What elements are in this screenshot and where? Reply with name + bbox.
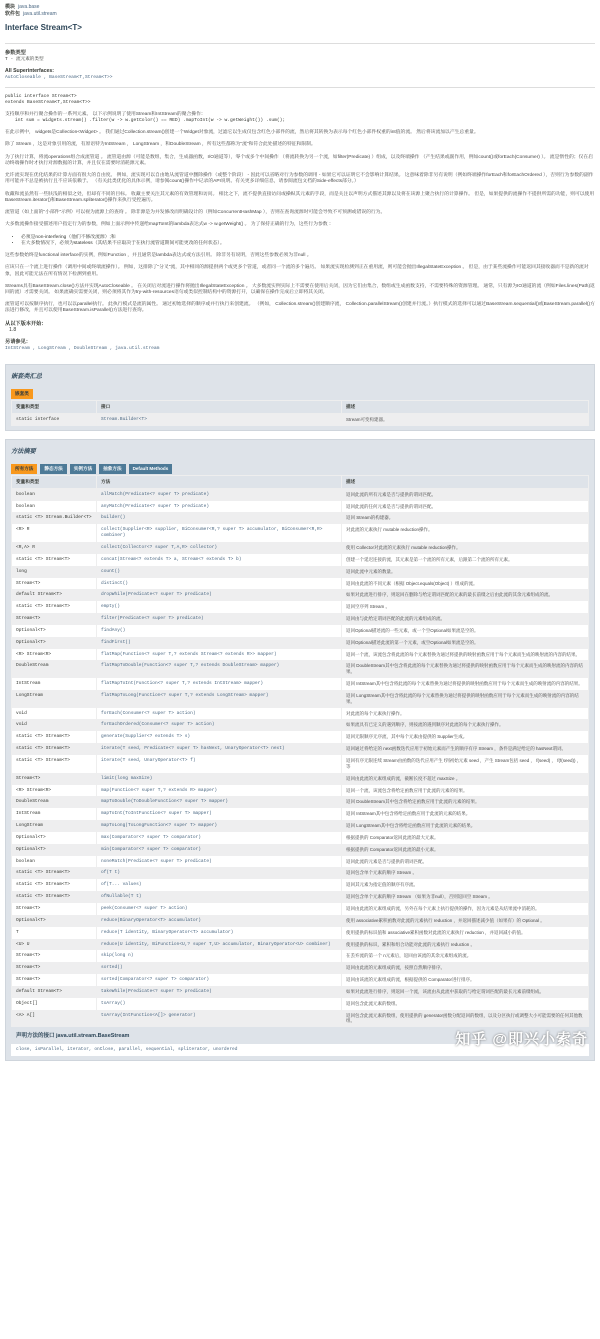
cell-type: <R> Stream<R> (12, 649, 97, 661)
table-row (12, 613, 589, 625)
cell-method-link[interactable]: anyMatch(Predicate<? super T> predicate) (97, 501, 342, 513)
table-row (12, 637, 589, 649)
cell-type: DoubleStream (12, 796, 97, 808)
column-header: 描述 (342, 475, 589, 488)
cell-type: <R> R (12, 524, 97, 542)
table-row (12, 601, 589, 613)
description-p11: Streams具有BaseStream.close()方法并实现AutoCloseable 。 在关闭后对流进行操作将抛出IllegalStateException 。 大多数流实例实际上不需要在使用后关闭，因为它们由集合，数组或生成函数支持，不需要特殊的资源管理。 通常，只有源为IO通道的流（例如Files.lines(Path)返回的流）才需要关闭。 如果流确实需要关闭，则必须将其作为try-with-resources语句或类似控制结构中的资源打开，以确保在操作完成后立即将其关闭。 (5, 283, 595, 295)
cell-method-link[interactable]: forEach(Consumer<? super T> action) (97, 708, 342, 720)
method-summary (5, 439, 595, 1061)
divider (5, 43, 595, 44)
table-row (12, 796, 589, 808)
declaration-line-2: extends BaseStream<T,Stream<T>> (5, 99, 91, 105)
cell-method-link[interactable]: mapToInt(ToIntFunction<? super T> mapper) (97, 808, 342, 820)
description-p1: 支持顺序和并行聚合操作的一系列元素。 以下示例说明了使用Stream和IntStream的聚合操作： int sum = widgets.stream() .filter(w -> w.getColor() == RED) .mapToInt(w -> w.getWeight()) .sum(); (5, 111, 286, 123)
cell-description: 如果流具有已定义的遇到顺序，则按流的遇到顺序对此流的每个元素执行操作。 (342, 719, 589, 731)
cell-type: Optional<T> (12, 832, 97, 844)
cell-description: 返回包含此流元素的数组。 (342, 998, 589, 1010)
cell-method-link[interactable]: sorted() (97, 962, 342, 974)
cell-description: 返回包含此流元素的数组，使用提供的 generator函数分配返回的数组，以及分区执行或调整大小可能需要的任何其他数组。 (342, 1010, 589, 1028)
cell-description: 返回通过将给定的 next函数迭代应用于初始元素而产生的顺序有序 Stream ，条件是满足给定的 hasNext谓词。 (342, 743, 589, 755)
cell-description: Stream可变构建器。 (342, 413, 589, 425)
cell-description: 返回此流的所有元素是否与提供的谓词匹配。 (342, 488, 589, 500)
cell-description: 返回包含单个元素的顺序 Stream （如果为非null），否则返回空 Stream 。 (342, 891, 589, 903)
cell-description: 使用提供的标识，累积和组合功能对此流的元素执行 reduction 。 (342, 939, 589, 951)
cell-type: Stream<T> (12, 962, 97, 974)
table-row (12, 832, 589, 844)
cell-type: Stream<T> (12, 974, 97, 986)
inherited-methods-title: 声明方法的接口 java.util.stream.BaseStream (11, 1029, 589, 1044)
cell-method-link[interactable]: noneMatch(Predicate<? super T> predicate) (97, 856, 342, 868)
cell-description: 如果对此流进行排序，则返回一个流，该流由从此流中获取的与给定谓词匹配的最长元素前缀组成。 (342, 986, 589, 998)
module-line: 模块 java.base (5, 4, 40, 10)
cell-method-link[interactable]: of(T t) (97, 867, 342, 879)
superinterfaces-header: All Superinterfaces: (5, 68, 55, 75)
table-row (12, 625, 589, 637)
table-row (12, 708, 589, 720)
nested-class-table (11, 400, 589, 426)
cell-method-link[interactable]: takeWhile(Predicate<? super T> predicate) (97, 986, 342, 998)
cell-type: Stream<T> (12, 950, 97, 962)
table-row (12, 690, 589, 708)
cell-description: 返回有序无限连续 Stream由函数的迭代应用产生 f到初始元素 seed ，产生 Stream包括 seed ， f(seed) ， f(f(seed)) ，等 (342, 755, 589, 773)
cell-method-link[interactable]: findAny() (97, 625, 342, 637)
table-row (12, 856, 589, 868)
table-row (12, 524, 589, 542)
method-rows (12, 488, 589, 1027)
description-p2: 在此示例中， widgets是Collection<Widget> 。 我们通过Collection.stream()创建一个Widget对象流，过滤它以生成仅包含红色小部件的流，然后将其转换为表示每个红色小部件权重的int值的流。 然后将该流加以产生总重量。 (5, 130, 479, 136)
cell-method-link[interactable]: map(Function<? super T,? extends R> mapper) (97, 785, 342, 797)
column-header: 变量和类型 (12, 400, 97, 413)
cell-description: 使用 Collector对此流的元素执行 mutable reduction操作。 (342, 542, 589, 554)
cell-method-link[interactable]: peek(Consumer<? super T> action) (97, 903, 342, 915)
description-p8: 大多数流操作接受描述用户指定行为的参数，例如上面示例中传递给mapToInt的lambda表达式w -> w.getWeight() 。 为了保持正确的行为，这些行为参数 ： (5, 222, 334, 228)
cell-description: 返回 IntStream其中包含将给定函数应用于此流的元素的结果。 (342, 808, 589, 820)
cell-description: 根据提供的 Comparator返回此流的最小元素。 (342, 844, 589, 856)
cell-method-link[interactable]: generate(Supplier<? extends T> s) (97, 731, 342, 743)
cell-type: <R> Stream<R> (12, 785, 97, 797)
cell-type: Object[] (12, 998, 97, 1010)
cell-type: Optional<T> (12, 844, 97, 856)
cell-method-link[interactable]: dropWhile(Predicate<? super T> predicate) (97, 589, 342, 601)
cell-method-link[interactable]: collect(Collector<? super T,A,R> collector) (97, 542, 342, 554)
type-params-text: T - 流元素的类型 (5, 57, 44, 63)
cell-description: 返回由该流的元素组成的流，根据提供的 Comparator进行排序。 (342, 974, 589, 986)
cell-type: Optional<T> (12, 637, 97, 649)
cell-description: 使用 associative累积函数对此流的元素执行 reduction ，并返回描述减少值（如果有）的 Optional 。 (342, 915, 589, 927)
table-row (12, 808, 589, 820)
cell-method-link[interactable]: flatMapToLong(Function<? super T,? extends LongStream> mapper) (97, 690, 342, 708)
divider (5, 87, 595, 88)
table-row (12, 542, 589, 554)
description-p7: 流管道（如上面的"小部件"示例）可以视为流源上的查询 。 除非源是为并发修改而明确设计的（例如ConcurrentHashMap ），否则在查询流源时可能会导致不可预测或错误的行为。 (5, 210, 386, 216)
table-row (12, 785, 589, 797)
nested-class-summary (5, 364, 595, 431)
cell-description: 返回 DoubleStream其中包含将此流的每个元素替换为通过将提供的映射函数应用于每个元素而生成的映射流的内容的结果。 (342, 660, 589, 678)
cell-type: static interface (12, 413, 97, 425)
table-row (12, 820, 589, 832)
tab-static-methods[interactable]: 静态方法 (40, 464, 66, 474)
description-p5: 允许流实现在优化结果的计算方面有很大的自由度。 例如，流实现可以自由地从流管道中删除操作（或整个阶段） - 因此可以省略对行为参数的调用 - 如果它可以证明它不会影响计算结果。 这意味着除非另有说明（例如终端操作forEach和forEachOrdered ），否则行为参数的副作用可能并不总是被执行且不应该依赖于。 （有关此类优化的具体示例，请参阅count()操作中记录的API说明。有关更多详细信息，请参阅流包文档的Side-effects部分。） (5, 173, 594, 185)
cell-method-link[interactable]: skip(long n) (97, 950, 342, 962)
table-row (12, 755, 589, 773)
cell-type: Optional<T> (12, 625, 97, 637)
see-also-header: 另请参见： (5, 339, 31, 346)
cell-type: long (12, 566, 97, 578)
cell-description: 返回由此流的元素组成的流，按照自然顺序排序。 (342, 962, 589, 974)
cell-type: <A> A[] (12, 1010, 97, 1028)
table-row (12, 743, 589, 755)
cell-method-link[interactable]: iterate(T seed, Predicate<? super T> hasNext, UnaryOperator<T> next) (97, 743, 342, 755)
method-summary-title: 方法摘要 (11, 447, 36, 455)
cell-description: 如果对此流进行排序，则返回在删除与给定谓词匹配的元素的最长前缀之后由此流的其余元素组成的流。 (342, 589, 589, 601)
cell-method-link[interactable]: collect(Supplier<R> supplier, BiConsumer<R,? super T> accumulator, BiConsumer<R,R> combiner) (97, 524, 342, 542)
table-row (12, 501, 589, 513)
list-item: • 必须是non-interfering（他们不修改流源）;和 (21, 235, 595, 241)
tab-abstract-methods[interactable]: 抽象方法 (99, 464, 125, 474)
description-p9: 这些参数始终是functional interface的实例，例如Function ，并且通常是lambda表达式或方法引用。 除非另有说明，否则这些参数必须为非null 。 (5, 253, 312, 259)
cell-method-link[interactable]: flatMap(Function<? super T,? extends Stream<? extends R>> mapper) (97, 649, 342, 661)
cell-method-link[interactable]: min(Comparator<? super T> comparator) (97, 844, 342, 856)
description-p12: 流管道可以按顺序执行，也可以以parallel执行。 此执行模式是流的属性。 通过初始选择的顺序或并行执行来创建流。 （例如， Collection.stream()创建顺序流， Collection.parallelStream()创建并行流。）执行模式的选择可以通过BaseStream.sequential()或BaseStream.parallel()方法进行修改，并且可以使用BaseStream.isParallel()方法进行查询。 (5, 302, 595, 314)
cell-type: Stream<T> (12, 613, 97, 625)
behavior-params-list (21, 235, 595, 247)
cell-description: 在丢弃流的第一个 n元素后，返回由该流的其余元素组成的流。 (342, 950, 589, 962)
cell-type: LongStream (12, 820, 97, 832)
cell-method-link[interactable]: max(Comparator<? super T> comparator) (97, 832, 342, 844)
cell-description: 返回由此流的不同元素（根据 Object.equals(Object) ）组成的流。 (342, 578, 589, 590)
cell-method-link[interactable]: empty() (97, 601, 342, 613)
cell-method-link[interactable]: flatMapToDouble(Function<? super T,? extends DoubleStream> mapper) (97, 660, 342, 678)
cell-type: IntStream (12, 808, 97, 820)
cell-type: Stream<T> (12, 578, 97, 590)
tab-all-methods[interactable]: 所有方法 (11, 464, 37, 474)
tab-default-methods[interactable]: Default Methods (129, 464, 173, 474)
cell-method-link[interactable]: allMatch(Predicate<? super T> predicate) (97, 488, 342, 500)
cell-description: 返回 LongStream其中包含将此流的每个元素替换为通过将提供的映射函数应用于每个元素而生成的映射流的内容的结果。 (342, 690, 589, 708)
table-row (12, 927, 589, 939)
cell-type: <U> U (12, 939, 97, 951)
cell-description: 使用提供的标识值和 associative累积函数对此流的元素执行 reduction ，并返回减小的值。 (342, 927, 589, 939)
table-row (12, 649, 589, 661)
page-title: Interface Stream<T> (5, 23, 82, 32)
cell-method-link[interactable]: reduce(T identity, BinaryOperator<T> accumulator) (97, 927, 342, 939)
cell-type: Stream<T> (12, 773, 97, 785)
description-p4: 为了执行计算，将流operations组合成流管道 。 流管道由源（可能是数组，集合，生成器函数，I/O通道等），零个或多个中间操作 （将流转换为另一个流，如filter(Predicate) ）组成，以及终端操作 （产生结果或副作用，例如count()或forEach(Consumer) ）。 流是惰性的；仅在启动终端操作时才执行对源数据的计算，并且仅在需要时消耗源元素。 (5, 154, 593, 166)
cell-type: void (12, 719, 97, 731)
list-item: • 在大多数情况下，必须为stateless（其结果不应取决于在执行流管道期间可能更改的任何状态）。 (21, 241, 595, 247)
cell-description: 对此流的每个元素执行操作。 (342, 708, 589, 720)
header-meta (5, 4, 595, 17)
cell-description: 返回一个流，该流包含将此流的每个元素替换为通过将提供的映射函数应用于每个元素而生成的映射流的内容的结果。 (342, 649, 589, 661)
nested-summary-title: 嵌套类汇总 (11, 372, 42, 380)
type-params-header: 参数类型 (5, 50, 26, 57)
cell-description: 返回空序列 Stream 。 (342, 601, 589, 613)
table-row (12, 844, 589, 856)
cell-method-link[interactable]: toArray(IntFunction<A[]> generator) (97, 1010, 342, 1028)
table-row (12, 867, 589, 879)
superinterfaces-links[interactable]: AutoCloseable , BaseStream<T,Stream<T>> (5, 74, 113, 80)
cell-description: 根据提供的 Comparator返回此流的最大元素。 (342, 832, 589, 844)
table-row (12, 1010, 589, 1028)
description-p3: 除了 Stream ，这是对象引用的流，有原语特为IntStream ， LongStream ，和DoubleStream ，所有这些都称为"流"和符合此处描述的特征和限制。 (5, 142, 316, 148)
table-row (12, 413, 589, 425)
table-row (12, 719, 589, 731)
cell-type: Optional<T> (12, 915, 97, 927)
tab-instance-methods[interactable]: 实例方法 (70, 464, 96, 474)
cell-method-link[interactable]: concat(Stream<? extends T> a, Stream<? extends T> b) (97, 554, 342, 566)
cell-method-link[interactable]: count() (97, 566, 342, 578)
table-row (12, 512, 589, 524)
table-row (12, 589, 589, 601)
table-row (12, 660, 589, 678)
watermark: 知乎 @即兴小索奇 (455, 1030, 588, 1048)
column-header: 变量和类型 (12, 475, 97, 488)
cell-type: default Stream<T> (12, 589, 97, 601)
cell-description: 返回Optional描述此流的第一个元素，或空Optional如果流是空的。 (342, 637, 589, 649)
table-row (12, 974, 589, 986)
package-link[interactable]: java.util.stream (23, 10, 57, 17)
table-row (12, 950, 589, 962)
cell-description: 对此流的元素执行 mutable reduction操作。 (342, 524, 589, 542)
cell-method-link[interactable]: iterate(T seed, UnaryOperator<T> f) (97, 755, 342, 773)
cell-type: static <T> Stream<T> (12, 731, 97, 743)
cell-method-link[interactable]: flatMapToInt(Function<? super T,? extends IntStream> mapper) (97, 678, 342, 690)
cell-description: 返回 DoubleStream其中包含将给定函数应用于此流的元素的结果。 (342, 796, 589, 808)
cell-method-link[interactable]: forEachOrdered(Consumer<? super T> action) (97, 719, 342, 731)
see-also-links[interactable]: IntStream , LongStream , DoubleStream , java.util.stream (5, 345, 160, 351)
cell-type: static <T> Stream<T> (12, 879, 97, 891)
cell-method-link[interactable]: sorted(Comparator<? super T> comparator) (97, 974, 342, 986)
table-row (12, 773, 589, 785)
table-row (12, 915, 589, 927)
table-row (12, 678, 589, 690)
cell-type: Stream<T> (12, 903, 97, 915)
cell-description: 返回 IntStream其中包含将此流的每个元素替换为通过将提供的映射函数应用于每个元素而生成的映射流的内容的结果。 (342, 678, 589, 690)
cell-method-link[interactable]: limit(long maxSize) (97, 773, 342, 785)
cell-description: 返回 LongStream其中包含将给定函数应用于此流的元素的结果。 (342, 820, 589, 832)
cell-method-link[interactable]: reduce(BinaryOperator<T> accumulator) (97, 915, 342, 927)
cell-description: 创建一个延迟连接的流，其元素是第一个流的所有元素，后跟第二个流的所有元素。 (342, 554, 589, 566)
column-header: 描述 (342, 400, 589, 413)
module-link[interactable]: java.base (18, 4, 40, 10)
cell-method-link[interactable]: of(T... values) (97, 879, 342, 891)
code-sample: int sum = widgets.stream() .filter(w -> w.getColor() == RED) .mapToInt(w -> w.getWeight()) .sum(); (15, 118, 286, 123)
cell-type: static <T> Stream.Builder<T> (12, 512, 97, 524)
table-row (12, 554, 589, 566)
table-row (12, 939, 589, 951)
table-row (12, 488, 589, 500)
cell-type: T (12, 927, 97, 939)
tab-nested-classes[interactable]: 嵌套类 (11, 389, 33, 399)
cell-method-link[interactable]: toArray() (97, 998, 342, 1010)
column-header: 方法 (97, 475, 342, 488)
cell-method-link[interactable]: filter(Predicate<? super T> predicate) (97, 613, 342, 625)
table-row (12, 879, 589, 891)
cell-method-link[interactable]: builder() (97, 512, 342, 524)
cell-type: <R,A> R (12, 542, 97, 554)
table-row (12, 998, 589, 1010)
declaration-line-1: public interface Stream<T> (5, 93, 77, 99)
inherited-methods-list[interactable]: close, isParallel, iterator, onClose, parallel, sequential, spliterator, unordered (11, 1044, 589, 1056)
cell-description: 返回由此流的元素组成的流，截断长度不超过 maxSize 。 (342, 773, 589, 785)
cell-method-link[interactable]: mapToLong(ToLongFunction<? super T> mapper) (97, 820, 342, 832)
table-row (12, 962, 589, 974)
cell-description: 返回其元素为指定值的顺序有序流。 (342, 879, 589, 891)
cell-description: 返回一个流，该流包含将给定函数应用于此流的元素的结果。 (342, 785, 589, 797)
column-header: 接口 (97, 400, 342, 413)
package-line: 软件包 java.util.stream (5, 10, 57, 17)
cell-type: DoubleStream (12, 660, 97, 678)
cell-interface-link[interactable]: Stream.Builder<T> (97, 413, 342, 425)
cell-method-link[interactable]: mapToDouble(ToDoubleFunction<? super T> mapper) (97, 796, 342, 808)
table-row (12, 566, 589, 578)
cell-description: 返回由此流的元素组成的流，另外在每个元素上执行提供的操作，因为元素是从结果流中消耗的。 (342, 903, 589, 915)
cell-method-link[interactable]: reduce(U identity, BiFunction<U,? super T,U> accumulator, BinaryOperator<U> combiner) (97, 939, 342, 951)
cell-description: 返回无限顺序无序流，其中每个元素由提供的 Supplier生成。 (342, 731, 589, 743)
cell-method-link[interactable]: findFirst() (97, 637, 342, 649)
table-row (12, 731, 589, 743)
table-row (12, 903, 589, 915)
cell-description: 返回包含单个元素的顺序 Stream 。 (342, 867, 589, 879)
cell-type: static <T> Stream<T> (12, 554, 97, 566)
cell-type: LongStream (12, 690, 97, 708)
cell-type: boolean (12, 856, 97, 868)
cell-type: static <T> Stream<T> (12, 755, 97, 773)
cell-description: 返回Optional描述流的一些元素，或一个空Optional如果流是空的。 (342, 625, 589, 637)
cell-type: static <T> Stream<T> (12, 743, 97, 755)
since-value: 1.8 (9, 327, 17, 334)
cell-description: 返回 Stream的构建器。 (342, 512, 589, 524)
since-header: 从以下版本开始： (5, 320, 47, 327)
cell-type: static <T> Stream<T> (12, 601, 97, 613)
method-table (11, 475, 589, 1027)
cell-type: IntStream (12, 678, 97, 690)
cell-type: void (12, 708, 97, 720)
cell-method-link[interactable]: ofNullable(T t) (97, 891, 342, 903)
cell-description: 返回此流的元素是否与提供的谓词匹配。 (342, 856, 589, 868)
table-header-row (12, 400, 589, 413)
cell-type: boolean (12, 488, 97, 500)
cell-type: default Stream<T> (12, 986, 97, 998)
table-row (12, 578, 589, 590)
description-p10: 应该只在一个流上进行操作（调用中间或终端流操作）。 例如，这排除了"分叉"流，其中相同的源提供两个或更多个管道，或者同一个流的多个遍历。 如果流实现检测到正在重用流，则可能会抛出IllegalStateException 。 但是，由于某些流操作可能返回其接收器而不是新的流对象，因此可能无法在所有情况下检测到重用。 (5, 265, 589, 277)
cell-type: static <T> Stream<T> (12, 867, 97, 879)
cell-description: 返回此流中元素的数量。 (342, 566, 589, 578)
cell-type: boolean (12, 501, 97, 513)
description-p6: 收藏和流虽然有一些肤浅的相似之处，但却有不同的目标。 收藏主要关注其元素的有效管理和访问。 相比之下，流不提供直接访问或操纵其元素的手段，而是关注以声明方式描述其源以及将在该源上聚合执行的计算操作。 但是，如果提供的流操作不提供所需的功能，则可以使用BaseStream.iterator()和BaseStream.spliterator()操作来执行受控遍历。 (5, 191, 595, 203)
table-row (12, 986, 589, 998)
table-row (12, 891, 589, 903)
cell-method-link[interactable]: distinct() (97, 578, 342, 590)
cell-description: 返回此流的任何元素是否与提供的谓词匹配。 (342, 501, 589, 513)
method-tabs (11, 464, 589, 474)
table-header-row (12, 475, 589, 488)
cell-description: 返回由与此给定谓词匹配的此流的元素组成的流。 (342, 613, 589, 625)
cell-type: static <T> Stream<T> (12, 891, 97, 903)
